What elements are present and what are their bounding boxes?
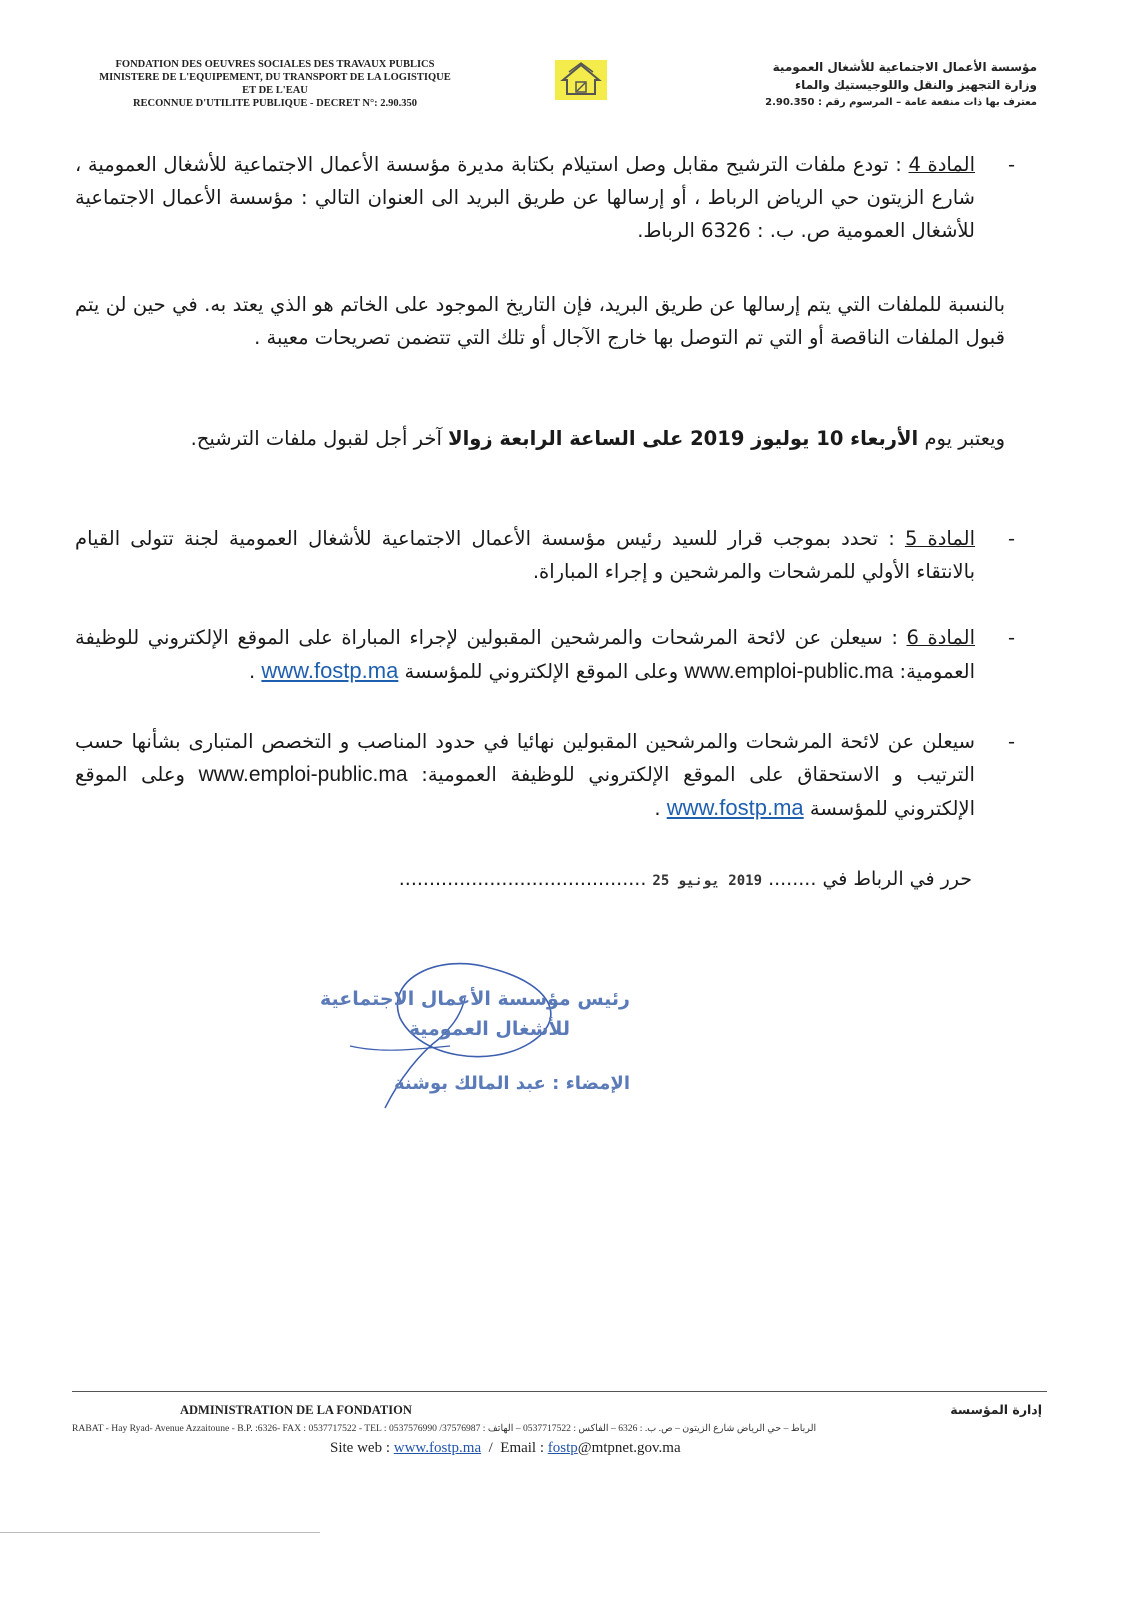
footer-address: RABAT - Hay Ryad- Avenue Azzaitoune - B.P. :6326- FAX : 0537717522 - TEL : 0537576990 /37576987 : الرباط – حي الرياض شارع الزيتون – ص. ب. : 6326 – الفاكس : 0537717522 – الهاتف [72, 1423, 817, 1434]
article-4-label: المادة 4 [908, 153, 975, 176]
signatory-name: الإمضاء : عبد المالك بوشنة [393, 1073, 630, 1094]
footer-site-link[interactable]: www.fostp.ma [393, 1440, 482, 1456]
article-4 [75, 148, 1005, 247]
deadline-suffix: آخر أجل لقبول ملفات الترشيح. [190, 427, 442, 450]
article-5-label: المادة 5 [904, 527, 976, 550]
site-label: Site web : [330, 1440, 390, 1456]
header-french [60, 58, 490, 110]
article-4-text: : تودع ملفات الترشيح مقابل وصل استيلام بكتابة مديرة مؤسسة الأعمال الاجتماعية للأشغال العمومية ، شارع الزيتون حي الرياض الرباط ، أو إرسالها عن طريق البريد الى العنوان التالي : مؤسسة الأعمال الاجتماعية للأشغال العمومية ص. ب. : 6326 الرباط. [75, 153, 975, 242]
header-ar-line: مؤسسة الأعمال الاجتماعية للأشغال العمومية [772, 60, 1037, 74]
email-label: Email : [500, 1440, 545, 1456]
postal-note: بالنسبة للملفات التي يتم إرسالها عن طريق البريد، فإن التاريخ الموجود على الخاتم هو الذي يعتد به. في حين لن يتم قبول الملفات الناقصة أو التي تم التوصل بها خارج الآجال أو تلك التي تتضمن تصريحات معيبة . [75, 293, 1005, 349]
footer-divider [72, 1391, 1047, 1392]
article-6-text-b: وعلى الموقع الإلكتروني للمؤسسة [404, 660, 679, 683]
date-dots: ........ [768, 868, 817, 890]
date-label: حرر في الرباط في [822, 868, 972, 890]
signature-title-line2: للأشغال العمومية [408, 1018, 570, 1040]
footer-web-line [330, 1440, 681, 1457]
deadline-prefix: ويعتبر يوم [924, 427, 1005, 450]
scan-edge-line [0, 1532, 320, 1533]
fostp-link[interactable]: www.fostp.ma [261, 658, 399, 683]
date-dots: ......................................... [398, 868, 647, 890]
header-arabic [677, 58, 1037, 112]
header-fr-line: MINISTERE DE L'EQUIPEMENT, DU TRANSPORT DE LA LOGISTIQUE [99, 72, 451, 83]
date-line [399, 868, 972, 890]
signature-block [290, 958, 630, 1118]
header-fr-line: RECONNUE D'UTILITE PUBLIQUE - DECRET N°: 2.90.350 [132, 98, 418, 109]
emploi-public-url[interactable]: www.emploi-public.ma [684, 660, 894, 683]
final-list-note [75, 725, 1005, 825]
article-6-text-a: : سيعلن عن لائحة المرشحات والمرشحين المقبولين لإجراء المباراة على الموقع الإلكتروني للوظيفة العمومية: [75, 626, 975, 683]
final-note-text-a: سيعلن عن لائحة المرشحات والمرشحين المقبولين نهائيا في حدود المناصب و التخصص المتبارى بشأنها حسب الترتيب و الاستحقاق على الموقع الإلكتروني للوظيفة العمومية: [75, 730, 975, 786]
footer-separator: / [488, 1440, 493, 1456]
footer-email-domain[interactable]: @mtpnet.gov.ma [577, 1440, 681, 1456]
article-6-end: . [248, 660, 256, 683]
article-5-text: : تحدد بموجب قرار للسيد رئيس مؤسسة الأعمال الاجتماعية للأشغال العمومية لجنة تتولى القيام بالانتقاء الأولي للمرشحات والمرشحين و إجراء المباراة. [75, 527, 975, 583]
header-fr-line: FONDATION DES OEUVRES SOCIALES DES TRAVAUX PUBLICS [115, 59, 435, 70]
house-logo-icon [555, 60, 607, 100]
handwritten-date: 2019 يونيو 25 [652, 873, 763, 889]
article-6-label: المادة 6 [906, 626, 975, 649]
emploi-public-url[interactable]: www.emploi-public.ma [198, 763, 408, 786]
header-fr-line: ET DE L'EAU [242, 85, 308, 96]
deadline-paragraph [191, 422, 1005, 455]
footer-email-user[interactable]: fostp [547, 1440, 578, 1456]
final-note-end: . [654, 797, 661, 820]
deadline-date: الأربعاء 10 يوليوز 2019 على الساعة الرابعة زوالا [448, 427, 919, 450]
final-note-text-b: وعلى الموقع الإلكتروني للمؤسسة [75, 763, 975, 820]
header-ar-line: وزارة التجهيز والنقل واللوجيستيك والماء [795, 78, 1037, 92]
fostp-link[interactable]: www.fostp.ma [666, 795, 804, 820]
article-5 [75, 522, 1005, 588]
header-ar-line: معترف بها ذات منفعة عامة – المرسوم رقم : 2.90.350 [765, 97, 1037, 108]
footer-admin-fr: ADMINISTRATION DE LA FONDATION [180, 1403, 412, 1417]
footer-admin-ar: إدارة المؤسسة [950, 1402, 1042, 1417]
article-6 [75, 621, 1005, 688]
signature-title-line1: رئيس مؤسسة الأعمال الاجتماعية [320, 988, 630, 1010]
